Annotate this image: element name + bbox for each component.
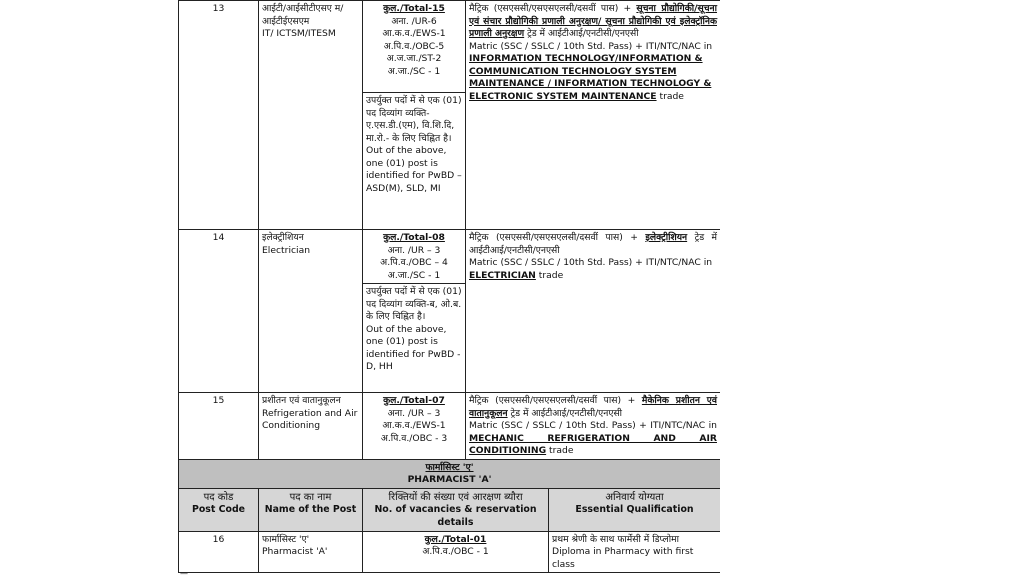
qualification-cell: प्रथम श्रेणी के साथ फार्मेसी में डिप्लोमा Diploma in Pharmacy with first class [549,531,721,573]
document-page [178,0,720,576]
qualification-cell: मैट्रिक (एसएससी/एसएसएलसी/दसवीं पास) + इलेक्ट्रीशियन ट्रेड में आईटीआई/एनटीसी/एनएसी Matric (SSC / SSLC / 10th Std. Pass) + ITI/NTC/NAC in ELECTRICIAN trade [466,230,721,393]
post-code-cell: 16 [179,531,259,573]
header-qualification: अनिवार्य योग्यता Essential Qualification [549,488,721,531]
qualification-cell: मैट्रिक (एसएससी/एसएसएलसी/दसवीं पास) + सूचना प्रौद्योगिकी/सूचना एवं संचार प्रौद्योगिकी प्रणाली अनुरक्षण/ सूचना प्रौद्योगिकी एवं इलेक्ट्रॉनिक प्रणाली अनुरक्षण ट्रेड में आईटीआई/एनटीसी/एनएसी Matric (SSC / SSLC / 10th Std. Pass) + ITI/NTC/NAC in INFORMATION TECHNOLOGY/INFORMATION & COMMUNICATION TECHNOLOGY SYSTEM MAINTENANCE / INFORMATION TECHNOLOGY & ELECTRONIC SYSTEM MAINTENANCE trade [466,1,721,230]
post-name-cell: इलेक्ट्रीशियन Electrician [259,230,363,393]
post-name-cell: आईटी/आईसीटीएसए म/आईटीईएसएम IT/ ICTSM/ITESM [259,1,363,230]
header-post-name: पद का नाम Name of the Post [259,488,363,531]
vacancy-cell: कुल./Total-08 अना. /UR – 3 अ.पि.व./OBC – 4 अ.जा./SC - 1 [363,230,466,284]
table-row-13 [179,1,721,93]
post-code-cell: 15 [179,393,259,460]
vacancy-cell: कुल./Total-15 अना. /UR-6 आ.क.व./EWS-1 अ.पि.व./OBC-5 अ.ज.जा./ST-2 अ.जा./SC - 1 [363,1,466,93]
post-name-cell: फार्मासिस्ट 'ए' Pharmacist 'A' [259,531,363,573]
section-title: फार्मासिस्ट 'ए' PHARMACIST 'A' [179,459,721,488]
column-header-row [179,488,721,531]
qualification-cell: मैट्रिक (एसएससी/एसएसएलसी/दसवीं पास) + मैकेनिक प्रशीतन एवं वातानुकूलन ट्रेड में आईटीआई/एनटीसी/एनएसी Matric (SSC / SSLC / 10th Std. Pass) + ITI/NTC/NAC in MECHANIC REFRIGERATION AND AIR CONDITIONING trade [466,393,721,460]
footer-mark: — [180,569,188,578]
vacancy-cell: कुल./Total-01 अ.पि.व./OBC - 1 [363,531,549,573]
post-name-cell: प्रशीतन एवं वातानुकूलन Refrigeration and Air Conditioning [259,393,363,460]
recruitment-table [178,0,720,573]
section-header-pharmacist [179,459,721,488]
post-code-cell: 13 [179,1,259,230]
pwbd-note-cell: उपर्युक्त पदों में से एक (01) पद दिव्यांग व्यक्ति- ए.एस.डी.(एम), वि.शि.दि, मा.रो.- के लिए चिह्नित है। Out of the above, one (01) post is identified for PwBD – ASD(M), SLD, MI [363,93,466,230]
header-vacancies: रिक्तियों की संख्या एवं आरक्षण ब्यौरा No. of vacancies & reservation details [363,488,549,531]
table-row-15 [179,393,721,460]
table-row-14 [179,230,721,284]
pwbd-note-cell: उपर्युक्त पदों में से एक (01) पद दिव्यांग व्यक्ति-ब, ओ.ब. के लिए चिह्नित है। Out of the above, one (01) post is identified for PwBD - D, HH [363,284,466,393]
post-code-cell: 14 [179,230,259,393]
header-post-code: पद कोड Post Code [179,488,259,531]
table-row-16 [179,531,721,573]
vacancy-cell: कुल./Total-07 अना. /UR – 3 आ.क.व./EWS-1 अ.पि.व./OBC - 3 [363,393,466,460]
